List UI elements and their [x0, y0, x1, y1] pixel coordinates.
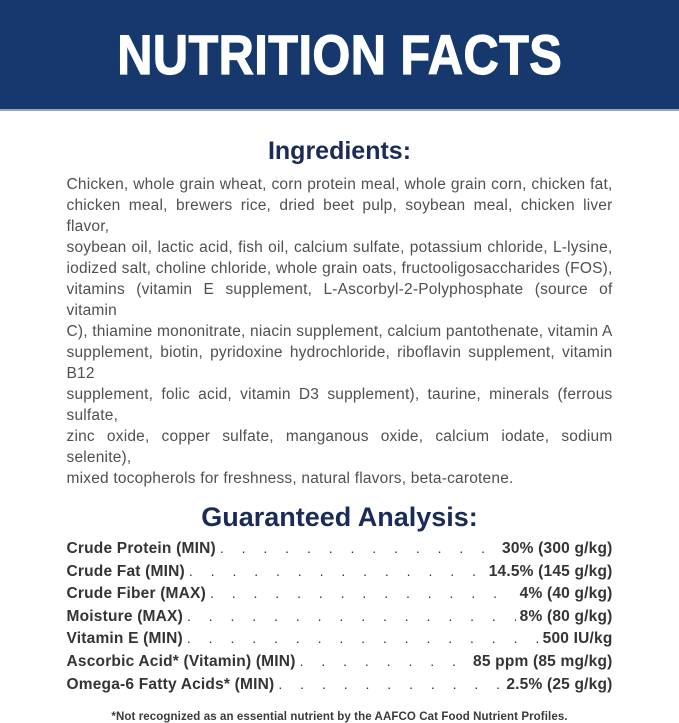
ingredients-line: C), thiamine mononitrate, niacin supplement, calcium pantothenate, vitamin A: [66, 323, 613, 340]
guaranteed-analysis-section: [67, 502, 613, 723]
dot-leader: [187, 630, 539, 646]
analysis-label: Moisture (MAX): [66, 607, 183, 625]
analysis-value: 2.5% (25 g/kg): [506, 675, 613, 693]
analysis-value: 14.5% (145 g/kg): [488, 562, 613, 580]
dot-leader: [189, 563, 485, 579]
header-banner: [0, 0, 679, 111]
ingredients-text: [67, 174, 613, 489]
analysis-row-omega-6: [67, 676, 613, 699]
analysis-row-crude-fiber: [67, 585, 613, 608]
guaranteed-analysis-table: [67, 540, 613, 698]
ingredients-section: [67, 111, 613, 489]
ingredients-line: supplement, folic acid, vitamin D3 supplement), taurine, minerals (ferrous sulfate,: [66, 386, 613, 424]
ingredients-line: chicken meal, brewers rice, dried beet pulp, soybean meal, chicken liver flavor,: [66, 197, 613, 235]
analysis-label: Omega-6 Fatty Acids* (MIN): [66, 675, 275, 693]
analysis-value: 8% (80 g/kg): [519, 607, 613, 625]
analysis-label: Crude Protein (MIN): [66, 540, 216, 557]
analysis-value: 500 IU/kg: [542, 630, 613, 648]
analysis-label: Crude Fiber (MAX): [66, 585, 206, 603]
analysis-row-vitamin-e: [67, 630, 613, 653]
analysis-row-crude-fat: [67, 563, 613, 586]
analysis-label: Ascorbic Acid* (Vitamin) (MIN): [66, 652, 296, 670]
analysis-value: 30% (300 g/kg): [502, 540, 613, 557]
dot-leader: [220, 540, 498, 556]
ingredients-line: iodized salt, choline chloride, whole grain oats, fructooligosaccharides (FOS),: [66, 260, 613, 277]
ingredients-line: Chicken, whole grain wheat, corn protein meal, whole grain corn, chicken fat,: [66, 176, 613, 193]
analysis-row-moisture: [67, 608, 613, 631]
aafco-footnote: *Not recognized as an essential nutrient by the AAFCO Cat Food Nutrient Profiles.: [111, 711, 568, 723]
analysis-row-crude-protein: [67, 540, 613, 563]
ingredients-line: mixed tocopherols for freshness, natural flavors, beta-carotene.: [66, 470, 514, 487]
analysis-row-ascorbic-acid: [67, 653, 613, 676]
guaranteed-analysis-heading: Guaranteed Analysis:: [201, 502, 478, 532]
ingredients-heading: Ingredients:: [267, 137, 412, 165]
ingredients-line: zinc oxide, copper sulfate, manganous oxide, calcium iodate, sodium selenite),: [66, 428, 613, 466]
dot-leader: [210, 585, 516, 601]
ingredients-line: supplement, biotin, pyridoxine hydrochloride, riboflavin supplement, vitamin B12: [66, 344, 613, 382]
dot-leader: [278, 676, 502, 692]
analysis-label: Vitamin E (MIN): [66, 630, 183, 648]
page-title: NUTRITION FACTS: [116, 23, 562, 86]
label-content: [67, 111, 613, 723]
dot-leader: [187, 608, 516, 624]
ingredients-line: soybean oil, lactic acid, fish oil, calcium sulfate, potassium chloride, L-lysine,: [66, 239, 613, 256]
ingredients-line: vitamins (vitamin E supplement, L-Ascorbyl-2-Polyphosphate (source of vitamin: [66, 281, 613, 319]
analysis-value: 85 ppm (85 mg/kg): [473, 652, 613, 670]
dot-leader: [300, 653, 469, 669]
analysis-value: 4% (40 g/kg): [519, 585, 613, 603]
analysis-label: Crude Fat (MIN): [66, 562, 185, 580]
